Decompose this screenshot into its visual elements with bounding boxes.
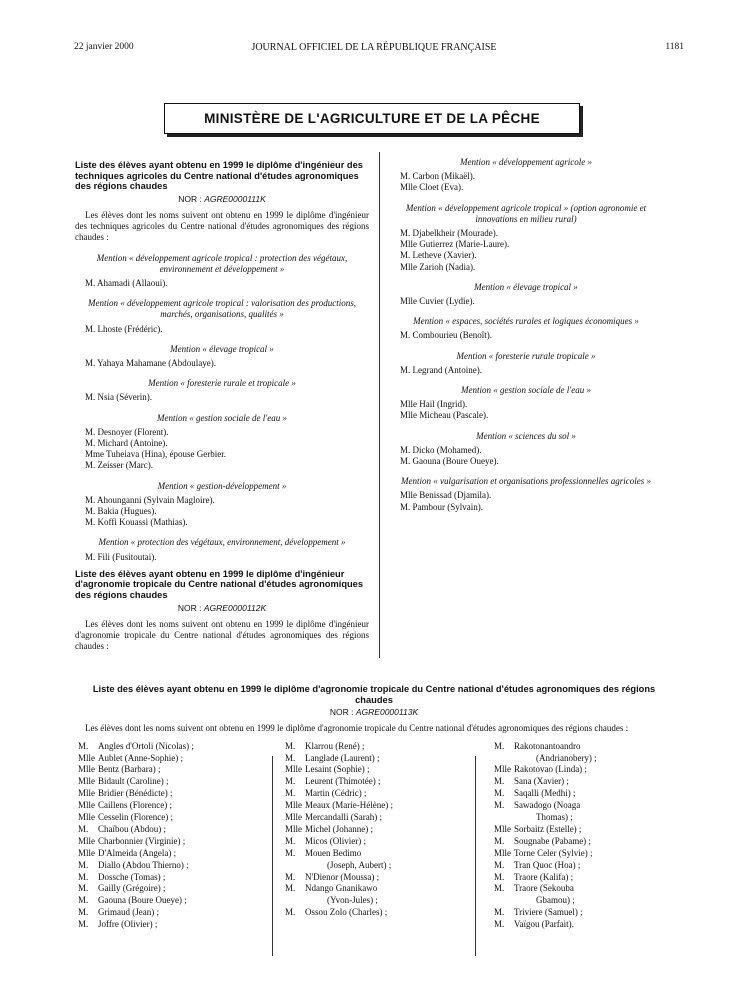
student-entry (285, 812, 484, 824)
student-entry (494, 872, 673, 884)
student-name: Meaux (Marie-Hélène) ; (305, 800, 393, 811)
student-entry (494, 907, 673, 919)
student-name: Grimaud (Jean) ; (98, 907, 159, 918)
student-name: M. Nsia (Séverin). (85, 392, 152, 403)
student-entry (285, 753, 484, 765)
student-entry (78, 860, 263, 872)
student-name: Angles d'Ortoli (Nicolas) ; (98, 740, 194, 751)
title-prefix: M. (493, 835, 505, 846)
nor-reference-1 (75, 194, 369, 205)
student-entry (285, 741, 484, 753)
mention-heading: Mention « développement agricole » (460, 157, 592, 167)
nor-label: NOR : (177, 602, 202, 613)
student-entry (78, 764, 263, 776)
title-prefix: M. (78, 871, 89, 882)
student-name: Mlle Micheau (Pascale). (400, 410, 489, 421)
student-entry (285, 872, 484, 884)
column-divider (272, 756, 273, 956)
title-prefix: M. (493, 800, 505, 811)
student-name: Leurent (Thimotée) ; (305, 776, 381, 787)
title-prefix: M. (285, 883, 296, 894)
student-name: Ossou Zolo (Charles) ; (305, 907, 388, 918)
ministry-heading: MINISTÈRE DE L'AGRICULTURE ET DE LA PÊCHE (164, 103, 580, 134)
student-entry (285, 907, 484, 919)
student-name: Mlle Hail (Ingrid). (400, 399, 468, 410)
student-name: M. Carbon (Mikaël). (400, 171, 475, 182)
mention-heading: Mention « gestion sociale de l'eau » (157, 412, 287, 423)
student-name: Mlle Cuvier (Lydie). (400, 296, 475, 307)
student-name: Mouen Bedimo (305, 847, 362, 858)
student-name: M. Ahounganni (Sylvain Magloire). (85, 494, 215, 505)
student-name: Chaïbou (Abdou) ; (98, 823, 166, 834)
column-divider (475, 756, 476, 956)
student-entry (78, 895, 263, 907)
student-name: Gaouna (Boure Oueye) ; (98, 895, 187, 906)
student-entry (494, 860, 673, 872)
title-prefix: M. (285, 871, 296, 882)
student-name: M. Legrand (Antoine). (400, 364, 482, 375)
mention-heading: Mention « sciences du sol » (476, 430, 576, 441)
title-prefix: M. (285, 835, 296, 846)
student-name-continued: (Andrianobery) ; (535, 752, 597, 763)
column-divider (379, 152, 380, 658)
title-prefix: M. (493, 788, 505, 799)
student-name: Caillens (Florence) ; (98, 800, 172, 811)
student-name: M. Pambour (Sylvain). (400, 501, 483, 512)
title-prefix: M. (493, 776, 505, 787)
student-entry (285, 800, 484, 812)
title-prefix: M. (78, 919, 89, 930)
student-name: Lesaint (Sophie) ; (305, 764, 370, 775)
student-name: Bidault (Caroline) ; (98, 776, 169, 787)
student-name: Vaïgou (Parfait). (513, 919, 574, 930)
title-prefix: Mlle (493, 847, 511, 858)
mention-heading: Mention « développement agricole tropical : protection des végétaux, environnement et développement » (96, 252, 348, 274)
student-entry (494, 776, 673, 788)
student-name: M. Michard (Antoine). (85, 438, 168, 449)
student-name: Dossche (Tomas) ; (98, 871, 166, 882)
student-name: Sougnabe (Pabame) ; (513, 835, 591, 846)
student-name: M. Yahaya Mahamane (Abdoulaye). (85, 358, 216, 369)
student-entry (78, 776, 263, 788)
title-prefix: Mlle (285, 764, 303, 775)
student-entry (494, 836, 673, 848)
title-prefix: Mlle (78, 847, 95, 858)
student-name: Mlle Cloet (Eva). (400, 182, 464, 193)
mention-heading: Mention « élevage tropical » (474, 281, 578, 292)
mention-heading: Mention « protection des végétaux, environnement, développement » (98, 537, 346, 548)
title-prefix: M. (285, 847, 296, 858)
student-name: Traore (Sekouba (513, 883, 574, 894)
student-entry (78, 788, 263, 800)
nor-code: AGRE0000112K (203, 602, 267, 613)
names-column-2 (263, 741, 484, 932)
student-name: Rakotovao (Linda) ; (513, 764, 587, 775)
title-prefix: Mlle (285, 812, 303, 823)
student-name: M. Gaouna (Boure Oueye). (400, 456, 499, 467)
intro-paragraph-1: Les élèves dont les noms suivent ont obtenu en 1999 le diplôme d'ingénieur des techniques agricoles du Centre national d'études agronomiques des régions chaudes : (75, 209, 369, 243)
title-prefix: Mlle (493, 823, 511, 834)
student-entry (78, 800, 263, 812)
student-name: M. Desnoyer (Florent). (85, 426, 169, 437)
student-name: Gailly (Grégoire) ; (98, 883, 166, 894)
student-name: M. Lhoste (Frédéric). (85, 323, 163, 334)
student-entry (285, 764, 484, 776)
student-entry (78, 812, 263, 824)
title-prefix: Mlle (78, 764, 95, 775)
student-entry (494, 824, 673, 836)
student-entry (285, 836, 484, 848)
title-prefix: Mlle (493, 764, 511, 775)
mention-heading: Mention « foresterie rurale et tropicale » (148, 378, 296, 389)
list-title-3: Liste des élèves ayant obtenu en 1999 le diplôme d'agronomie tropicale du Centre national d'études agronomiques des régions chaudes (92, 684, 656, 705)
student-entry (285, 788, 484, 800)
student-entry (78, 824, 263, 836)
title-prefix: M. (78, 883, 89, 894)
student-entry (494, 883, 673, 895)
student-entry (78, 919, 263, 931)
list-title-1: Liste des élèves ayant obtenu en 1999 le diplôme d'ingénieur des techniques agricoles du Centre national d'études agronomiques des régions chaudes (75, 160, 363, 192)
title-prefix: Mlle (78, 812, 95, 823)
left-column (75, 160, 369, 658)
title-prefix: Mlle (78, 800, 95, 811)
student-name: Sawadogo (Noaga (513, 800, 581, 811)
student-entry (285, 848, 484, 860)
student-name: Aublet (Anne-Sophie) ; (98, 752, 183, 763)
student-name: Martin (Cédric) ; (305, 788, 367, 799)
student-name: Mlle Zarioh (Nadia). (400, 261, 476, 272)
left-sections (75, 253, 369, 563)
student-name-continued: Gbamou) ; (535, 895, 575, 906)
student-entry (494, 848, 673, 860)
student-name: Tran Quoc (Hoa) ; (513, 859, 581, 870)
student-entry (78, 907, 263, 919)
title-prefix: Mlle (78, 788, 95, 799)
journal-title: JOURNAL OFFICIEL DE LA RÉPUBLIQUE FRANÇAISE (251, 42, 497, 53)
student-entry (494, 919, 673, 931)
student-name: Diallo (Abdou Thierno) ; (98, 859, 189, 870)
nor-label: NOR : (178, 193, 202, 204)
student-name: Ndango Gnanikawo (305, 883, 378, 894)
student-entry (78, 883, 263, 895)
student-name: M. Koffi Kouassi (Mathias). (85, 517, 188, 528)
student-name: Sorbaitz (Estelle) ; (513, 823, 582, 834)
mention-heading: Mention « foresterie rurale tropicale » (456, 350, 596, 361)
intro-paragraph-2: Les élèves dont les noms suivent ont obtenu en 1999 le diplôme d'ingénieur d'agronomie tropicale du Centre national d'études agronomiques des régions chaudes : (75, 618, 369, 652)
student-entry (494, 800, 673, 812)
list-title-2: Liste des élèves ayant obtenu en 1999 le diplôme d'ingénieur d'agronomie tropicale du Centre national d'études agronomiques des régions chaudes (75, 568, 364, 601)
student-name: Torne Celer (Sylvie) ; (513, 847, 593, 858)
title-prefix: M. (285, 788, 296, 799)
student-name: Langlade (Laurent) ; (305, 752, 380, 763)
student-name: M. Letheve (Xavier). (400, 250, 477, 261)
nor-code: AGRE0000111K (204, 193, 266, 204)
title-prefix: Mlle (285, 823, 303, 834)
title-prefix: M. (285, 752, 296, 763)
student-name: Saqalli (Medhi) ; (513, 788, 576, 799)
student-name: Mercandalli (Sarah) ; (305, 812, 382, 823)
student-name: Mme Tuheiava (Hina), épouse Gerbier. (85, 449, 226, 460)
title-prefix: M. (78, 823, 89, 834)
name-columns (75, 741, 673, 932)
student-name: Triviere (Samuel) ; (513, 907, 583, 918)
student-name: Joffre (Olivier) ; (98, 919, 158, 930)
student-entry (78, 741, 263, 753)
student-entry (285, 824, 484, 836)
student-entry (285, 883, 484, 895)
intro-paragraph-3: Les élèves dont les noms suivent ont obtenu en 1999 le diplôme d'agronomie tropicale du Centre national d'études agronomiques des régions chaudes : (85, 723, 629, 734)
title-prefix: Mlle (78, 835, 95, 846)
student-name-continued: (Joseph, Aubert) ; (327, 859, 392, 870)
title-prefix: M. (285, 740, 296, 751)
right-sections (390, 157, 662, 513)
student-entry (285, 776, 484, 788)
student-name: M. Combourieu (Benoît). (400, 330, 492, 341)
title-prefix: M. (285, 907, 296, 918)
student-entry (494, 788, 673, 800)
student-name: Traore (Kalifa) ; (513, 871, 574, 882)
mention-heading: Mention « développement agricole tropical » (option agronomie et innovations en milieu rural) (405, 202, 647, 224)
nor-reference-3 (75, 707, 673, 718)
student-name: N'Dienor (Moussa) ; (305, 871, 380, 882)
right-column (390, 157, 662, 513)
student-entry (494, 764, 673, 776)
title-prefix: Mlle (78, 752, 95, 763)
student-entry (78, 753, 263, 765)
title-prefix: M. (493, 919, 505, 930)
title-prefix: Mlle (78, 776, 95, 787)
title-prefix: M. (493, 871, 505, 882)
student-name: Rakotonantoandro (513, 740, 581, 751)
student-name: M. Fili (Fusitoutai). (85, 551, 157, 562)
student-name: M. Dicko (Mohamed). (400, 444, 482, 455)
student-name: Mlle Gutierrez (Marie-Laure). (400, 239, 510, 250)
mention-heading: Mention « élevage tropical » (170, 343, 274, 354)
title-prefix: Mlle (285, 800, 303, 811)
nor-code: AGRE0000113K (355, 707, 419, 718)
student-name: M. Bakia (Hugues). (85, 506, 157, 517)
student-entry (494, 741, 673, 753)
mention-heading: Mention « vulgarisation et organisations professionnelles agricoles » (400, 476, 652, 487)
student-name: Sana (Xavier) ; (513, 776, 569, 787)
title-prefix: M. (493, 883, 505, 894)
names-column-3 (484, 741, 673, 932)
title-prefix: M. (285, 776, 296, 787)
student-name: M. Zeisser (Marc). (85, 460, 153, 471)
student-entry (78, 872, 263, 884)
student-name: M. Ahamadi (Allaoui). (85, 278, 168, 288)
student-entry (78, 836, 263, 848)
bottom-section (75, 684, 673, 931)
page-number: 1181 (665, 42, 684, 52)
student-name: Charbonnier (Virginie) ; (98, 835, 186, 846)
student-name: Klarrou (René) ; (305, 740, 365, 751)
student-name: Bridier (Bénédicte) ; (98, 788, 173, 799)
mention-heading: Mention « gestion sociale de l'eau » (461, 385, 591, 396)
title-prefix: M. (493, 740, 505, 751)
title-prefix: M. (493, 907, 505, 918)
student-name-continued: (Yvon-Jules) ; (327, 895, 378, 906)
title-prefix: M. (78, 740, 89, 751)
mention-heading: Mention « gestion-développement » (157, 480, 287, 491)
title-prefix: M. (78, 907, 89, 918)
student-name-continued: Thomas) ; (535, 812, 573, 823)
title-prefix: M. (78, 895, 89, 906)
header-date: 22 janvier 2000 (74, 42, 134, 52)
title-prefix: M. (493, 859, 505, 870)
mention-heading: Mention « espaces, sociétés rurales et logiques économiques » (413, 316, 639, 327)
student-name: M. Djabelkheir (Mourade). (400, 228, 498, 239)
mention-heading: Mention « développement agricole tropical : valorisation des productions, marchés, organisations, qualités » (87, 298, 357, 320)
title-prefix: M. (78, 859, 89, 870)
student-entry (78, 848, 263, 860)
student-name: D'Almeida (Angela) ; (98, 847, 177, 858)
student-name: Bentz (Barbara) ; (98, 764, 161, 775)
student-name: Cesselin (Florence) ; (98, 812, 173, 823)
names-column-1 (75, 741, 263, 932)
student-name: Mlle Benissad (Djamila). (400, 490, 492, 501)
nor-reference-2 (75, 603, 369, 614)
student-name: Michel (Johanne) ; (305, 823, 373, 834)
student-name: Micos (Olivier) ; (305, 835, 367, 846)
nor-label: NOR : (329, 707, 354, 718)
